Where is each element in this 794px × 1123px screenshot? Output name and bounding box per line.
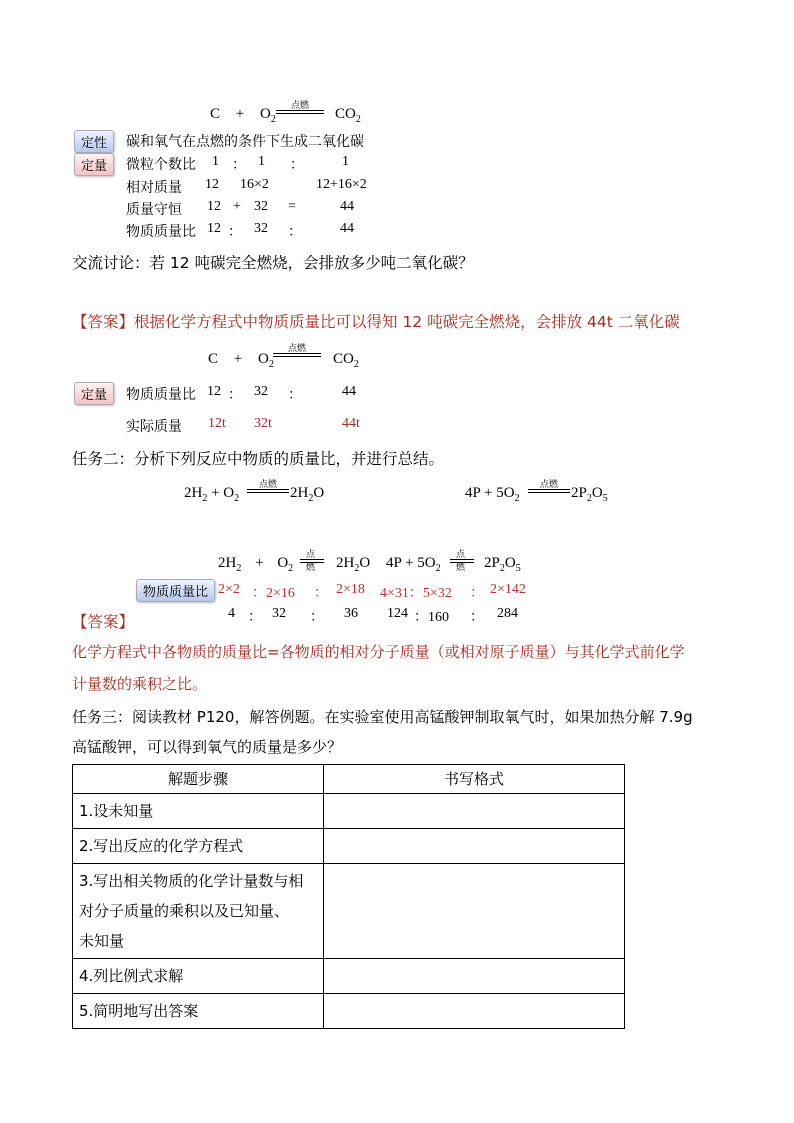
format-cell[interactable]: [324, 829, 625, 864]
row-value: 32: [254, 384, 268, 399]
task2-title: 任务二：分析下列反应中物质的质量比，并进行总结。: [72, 450, 445, 468]
quantitative-badge: 定量: [74, 153, 114, 176]
task2-equation-b: $4P + 5O_2$: [465, 485, 520, 504]
table-row: [73, 994, 625, 1029]
format-cell[interactable]: [324, 959, 625, 994]
step-cell: 2.写出反应的化学方程式: [73, 829, 324, 864]
row-value: 12: [207, 199, 221, 214]
header-steps: 解题步骤: [73, 765, 324, 794]
ratio-value: ：160: [414, 610, 449, 625]
answer-tag: 【答案】: [72, 313, 135, 331]
ratio-value: 4: [228, 606, 235, 621]
ratio-op: ：: [248, 609, 262, 625]
qualitative-text: 碳和氧气在点燃的条件下生成二氧化碳: [126, 134, 364, 150]
condition-text: 点燃: [306, 550, 316, 573]
row-value: 12: [207, 221, 221, 236]
qualitative-badge: 定性: [74, 130, 114, 153]
ratio-op: ：: [470, 609, 484, 625]
row-label: 微粒个数比: [126, 157, 196, 173]
calc-value: ：2×16: [252, 586, 295, 601]
condition-text: 点燃: [290, 101, 310, 111]
row-op: ：: [288, 224, 302, 240]
reaction-condition-2: [273, 343, 321, 359]
eq-oxygen: $O_2$: [257, 351, 274, 370]
calc-value: 4×31：5×32: [380, 586, 452, 601]
reaction-condition-5: [300, 549, 324, 573]
row-label: 相对质量: [126, 180, 182, 196]
answer2-equation-1: $2H_2 + O_2$: [218, 555, 294, 574]
calc-value: 2×142: [490, 582, 526, 597]
eq-product-co2: $CO_2$: [335, 106, 361, 125]
equation-2: [208, 351, 274, 370]
row-value: 44: [340, 221, 354, 236]
row-value: 1: [342, 154, 349, 169]
calc-value: 2×2: [218, 582, 240, 597]
row-value: 12: [205, 177, 219, 192]
row-value: 32: [254, 199, 268, 214]
solution-steps-table: [72, 764, 625, 1029]
task2-equation-a-product: $2H_2O$: [290, 485, 325, 504]
row-value: 1: [212, 154, 219, 169]
row-label: 质量守恒: [126, 202, 182, 218]
format-cell[interactable]: [324, 994, 625, 1029]
task3-line-1: 任务三：阅读教材 P120，解答例题。在实验室使用高锰酸钾制取氧气时，如果加热分解 7.9g: [72, 708, 693, 726]
reaction-condition-4: [528, 479, 570, 495]
row-op: ：: [288, 387, 302, 403]
task3-line-2: 高锰酸钾，可以得到氧气的质量是多少？: [72, 738, 343, 756]
step-line: 对分子质量的乘积以及已知量、: [79, 902, 290, 920]
row-op: =: [288, 199, 296, 214]
row-label: 物质质量比: [126, 224, 196, 240]
answer2-equation-2: $4P + 5O_2$: [386, 555, 441, 574]
answer-text: 根据化学方程式中物质质量比可以得知 12 吨碳完全燃烧，会排放 44t 二氧化碳: [134, 313, 680, 331]
step-line: 3.写出相关物质的化学计量数与相: [79, 872, 304, 890]
eq-product-co2: $CO_2$: [333, 351, 359, 370]
row-value: 44: [342, 384, 356, 399]
row-value: 1: [258, 154, 265, 169]
format-cell[interactable]: [324, 864, 625, 959]
table-row: [73, 829, 625, 864]
condition-text: 点燃: [539, 480, 559, 490]
summary-line-2: 计量数的乘积之比。: [72, 675, 208, 693]
row-value: 16×2: [240, 177, 269, 192]
reaction-condition-1: [276, 100, 324, 116]
step-cell: 1.设未知量: [73, 794, 324, 829]
ratio-value: 36: [344, 606, 358, 621]
step-cell: 4.列比例式求解: [73, 959, 324, 994]
row-value: 12: [207, 384, 221, 399]
task2-equation-a: $2H_2 + O_2$: [184, 485, 240, 504]
answer2-equation-1-product: $2H_2O$: [336, 555, 371, 574]
quantitative-badge: 定量: [74, 382, 114, 405]
row-label: 实际质量: [126, 419, 182, 435]
step-line: 未知量: [79, 932, 125, 950]
answer-1: [72, 310, 680, 332]
row-value: 12+16×2: [316, 177, 367, 192]
condition-text: 点燃: [456, 550, 466, 573]
equation-1: [210, 106, 276, 125]
answer2-equation-2-product: $2P_2O_5$: [484, 555, 521, 574]
row-value: 44: [340, 199, 354, 214]
step-cell: [73, 864, 324, 959]
actual-mass-value: 32t: [254, 416, 272, 431]
actual-mass-value: 44t: [342, 416, 360, 431]
row-op: +: [233, 199, 241, 214]
task2-equation-b-product: $2P_2O_5$: [571, 485, 608, 504]
format-cell[interactable]: [324, 794, 625, 829]
table-row: [73, 864, 625, 959]
table-row: [73, 959, 625, 994]
table-header-row: [73, 765, 625, 794]
condition-text: 点燃: [287, 344, 307, 354]
eq-oxygen: $O_2$: [259, 106, 276, 125]
calc-value: ：: [314, 585, 328, 601]
row-label: 物质质量比: [126, 387, 196, 403]
eq-carbon: C: [208, 351, 219, 367]
reaction-condition-6: [450, 549, 474, 573]
reaction-condition-3: [247, 479, 289, 495]
eq-plus: +: [233, 351, 243, 367]
eq-carbon: C: [210, 106, 221, 122]
mass-ratio-badge: 物质质量比: [136, 579, 215, 602]
row-op: ：: [228, 387, 242, 403]
calc-value: 2×18: [336, 582, 365, 597]
discussion-question: 交流讨论：若 12 吨碳完全燃烧，会排放多少吨二氧化碳？: [72, 254, 474, 272]
calc-value: ：: [470, 585, 484, 601]
ratio-value: 32: [272, 606, 286, 621]
ratio-value: 124: [387, 606, 408, 621]
table-row: [73, 794, 625, 829]
row-value: 32: [254, 221, 268, 236]
answer-tag: 【答案】: [72, 613, 135, 631]
actual-mass-value: 12t: [208, 416, 226, 431]
header-format: 书写格式: [324, 765, 625, 794]
row-op: ：: [228, 224, 242, 240]
eq-plus: +: [235, 106, 245, 122]
row-op: ：: [290, 157, 304, 173]
step-cell: 5.简明地写出答案: [73, 994, 324, 1029]
ratio-value: 284: [497, 606, 518, 621]
row-op: ：: [232, 157, 246, 173]
condition-text: 点燃: [258, 480, 278, 490]
ratio-op: ：: [310, 609, 324, 625]
summary-line-1: 化学方程式中各物质的质量比=各物质的相对分子质量（或相对原子质量）与其化学式前化学: [72, 643, 685, 661]
